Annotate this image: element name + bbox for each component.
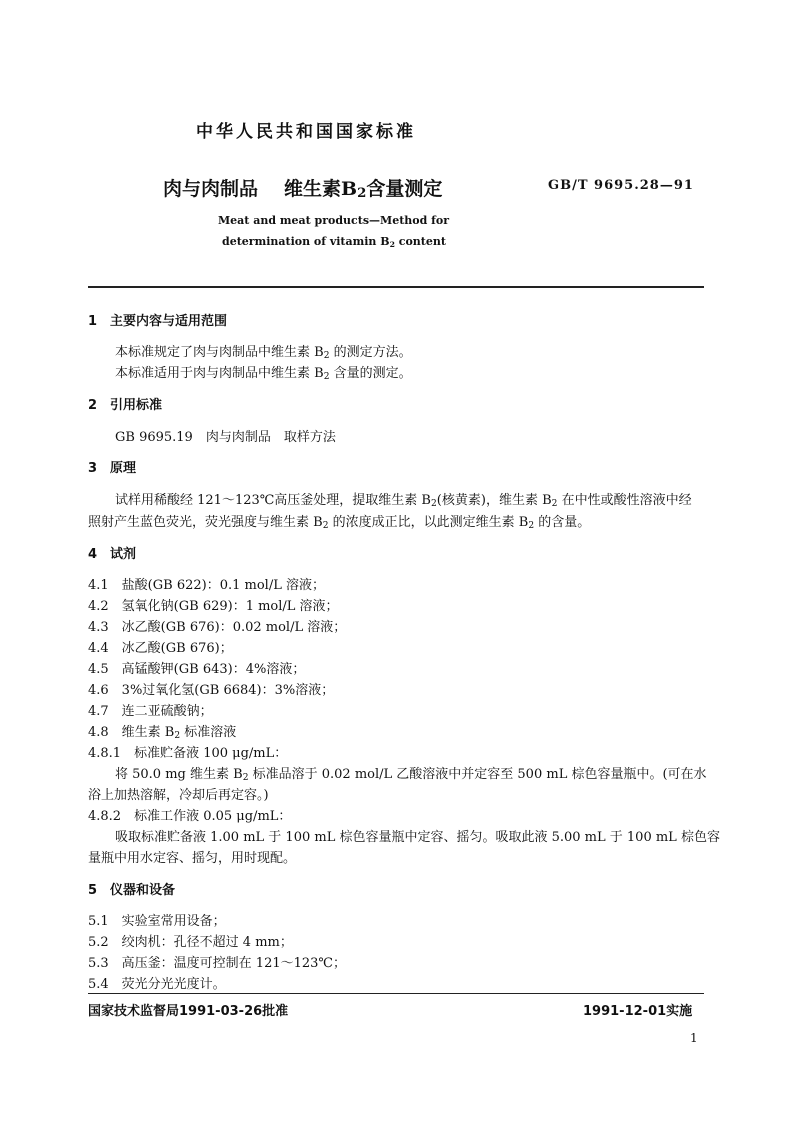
header-divider [88,286,704,288]
s1-p2-post: 含量的测定。 [329,366,412,381]
implementation-line: 1991-12-01实施 [583,1004,693,1019]
equipment-item: 5.3 高压釜：温度可控制在 121～123℃； [88,956,346,971]
section-1-paragraph-1 [115,341,412,360]
s3-l1-a: 试样用稀酸经 121～123℃高压釜处理，提取维生素 B [115,493,431,508]
s1-p1-pre: 本标准规定了肉与肉制品中维生素 B [115,345,324,360]
title-part2-sub: 2 [357,186,367,201]
section-1-paragraph-2 [115,362,412,381]
s1-p1-post: 的测定方法。 [329,345,412,360]
s3-l2-b: 的浓度成正比，以此测定维生素 B [328,515,529,530]
s3-l2-sub1: 2 [322,521,329,531]
reagent-item-4-8-2: 4.8.2 标准工作液 0.05 μg/mL： [88,809,292,824]
section-3-line-1 [115,489,692,508]
page-number: 1 [690,1031,698,1045]
title-part2-post: 含量测定 [366,178,443,200]
english-title-line2 [222,235,446,248]
item48-sub: 2 [174,731,181,741]
section-2-heading: 2 引用标准 [88,398,163,413]
english-title-line2-pre: determination of vitamin B [222,235,390,248]
s3-l2-sub2: 2 [528,521,535,531]
p481-a: 将 50.0 mg 维生素 B [115,767,243,782]
s3-l1-sub1: 2 [431,499,437,509]
section-3-heading: 3 原理 [88,461,137,476]
document-title [163,174,442,201]
title-part1: 肉与肉制品 [163,178,259,200]
paragraph-4-8-1-line-2: 浴上加热溶解，冷却后再定容。) [88,788,269,803]
p481-sub: 2 [242,773,249,783]
s3-l2-a: 照射产生蓝色荧光，荧光强度与维生素 B [88,515,323,530]
reagent-item: 4.6 3%过氧化氢(GB 6684)：3%溶液； [88,683,335,698]
reagent-item: 4.2 氢氧化钠(GB 629)：1 mol/L 溶液； [88,599,339,614]
equipment-item: 5.2 绞肉机：孔径不超过 4 mm； [88,935,293,950]
paragraph-4-8-1-line-1 [115,763,707,782]
s1-p2-sub: 2 [323,372,330,382]
section-4-heading: 4 试剂 [88,547,137,562]
approval-line: 国家技术监督局1991-03-26批准 [88,1004,289,1019]
reagent-item: 4.1 盐酸(GB 622)：0.1 mol/L 溶液； [88,578,325,593]
section-5-heading: 5 仪器和设备 [88,883,176,898]
section-3-line-2 [88,511,590,530]
national-standard-heading: 中华人民共和国国家标准 [196,122,416,142]
s1-p2-pre: 本标准适用于肉与肉制品中维生素 B [115,366,324,381]
reagent-item-4-8 [88,721,236,740]
footer-divider [88,993,704,994]
reagent-item: 4.3 冰乙酸(GB 676)：0.02 mol/L 溶液； [88,620,347,635]
english-title-line2-post: content [394,235,446,248]
paragraph-4-8-2-line-1: 吸取标准贮备液 1.00 mL 于 100 mL 棕色容量瓶中定容、摇匀。吸取此液 5.00 mL 于 100 mL 棕色容 [115,830,720,845]
english-title-line1: Meat and meat products—Method for [218,214,449,227]
item48-pre: 4.8 维生素 B [88,725,175,740]
reagent-item: 4.5 高锰酸钾(GB 643)：4%溶液； [88,662,306,677]
s3-l2-c: 的含量。 [534,515,591,530]
s1-p1-sub: 2 [323,351,330,361]
equipment-item: 5.1 实验室常用设备； [88,914,226,929]
title-part2-pre: 维生素B [284,178,358,200]
reagent-item: 4.7 连二亚硫酸钠； [88,704,213,719]
s3-l1-sub2: 2 [551,499,558,509]
section-1-heading: 1 主要内容与适用范围 [88,314,228,329]
reagent-item: 4.4 冰乙酸(GB 676)； [88,641,233,656]
item48-post: 标准溶液 [180,725,237,740]
paragraph-4-8-2-line-2: 量瓶中用水定容、摇匀，用时现配。 [88,851,297,866]
s3-l1-c: 在中性或酸性溶液中经 [557,493,692,508]
s3-l1-b: (核黄素)，维生素 B [436,493,552,508]
standard-code: GB/T 9695.28—91 [548,178,694,193]
p481-b: 标准品溶于 0.02 mol/L 乙酸溶液中并定容至 500 mL 棕色容量瓶中。(可在水 [248,767,707,782]
reagent-item-4-8-1: 4.8.1 标准贮备液 100 μg/mL： [88,746,288,761]
section-2-reference: GB 9695.19 肉与肉制品 取样方法 [115,430,336,445]
english-title-line2-sub: 2 [389,240,395,249]
equipment-item: 5.4 荧光分光光度计。 [88,977,226,992]
